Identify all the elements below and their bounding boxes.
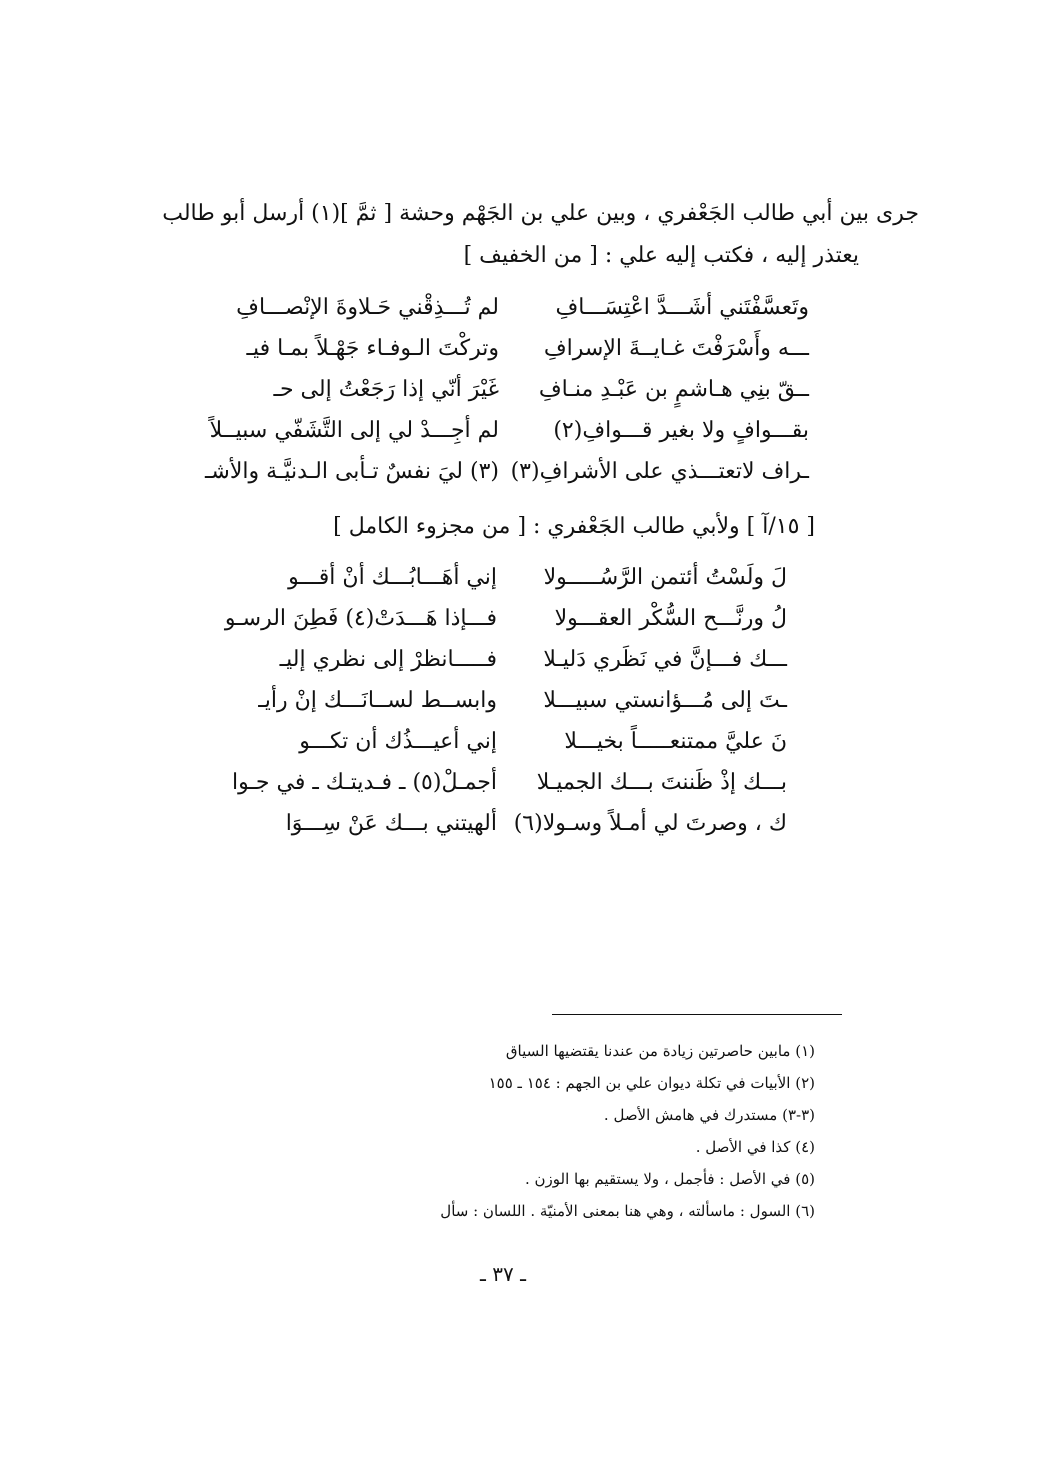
verse-4-second-hemistich: بقـــوافٍ ولا بغير قـــوافِ(٢) [553,418,809,443]
footnote-6: (٦) السول : ماسألته ، وهي هنا بمعنى الأمنيّة . اللسان : سأل [440,1202,815,1220]
intro-line-2: يعتذر إليه ، فكتب إليه علي : [ من الخفيف ] [463,243,859,268]
verse-2-first-hemistich: فـــإذا هَـــدَتْ(٤) فَطِنَ الرسـو [224,606,497,631]
verse-3-second-hemistich: ـــك فـــإنَّ في نَظَري دَليـلا [543,647,787,672]
verse-2-second-hemistich: ـــه وأَسْرَفْتَ غـايــةَ الإسرافِ [543,336,809,361]
verse-4-second-hemistich: ـتَ إلى مُـــؤانستي سبيـــلا [543,688,787,713]
verse-1-first-hemistich: لم تُـــذِقْني حَـلاوةَ الإنْصـــافِ [236,295,499,320]
verse-2-second-hemistich: لُ ورنَّـــح السُّكْر العقـــولا [554,606,787,631]
verse-4-first-hemistich: لم أجِـــدْ لي إلى التَّشَفّي سبيــلاً [209,418,499,443]
verse-7-second-hemistich: ك ، وصرتَ لي أمـلاً وسـولا(٦) [513,811,787,836]
verse-1-second-hemistich: وتَعسَّفْتَني أشَـــدَّ اعْتِسَـــافِ [555,295,809,320]
footnote-2: (٢) الأبيات في تكلة ديوان علي بن الجهم : ١٥٤ ـ ١٥٥ [488,1074,815,1092]
verse-1-second-hemistich: لَ ولَسْتُ أئتمن الرَّسُـــــولا [543,565,787,590]
verse-5-first-hemistich: (٣) ليَ نفسٌ تـأبى الـدنيَّـة والأشـ [204,459,499,484]
verse-5-second-hemistich: نَ عليَّ ممتنعـــــاً بخيـــلا [564,729,787,754]
verse-4-first-hemistich: وابســط لســانَـــك إنْ رأيـ [258,688,497,713]
page-number: ـ ٣٧ ـ [480,1262,526,1286]
footnote-separator [552,1014,842,1015]
footnote-1: (١) مابين حاصرتين زيادة من عندنا يقتضيها السياق [505,1042,815,1060]
verse-6-second-hemistich: بـــك إذْ ظَننتَ بـــك الجميـلا [536,770,787,795]
intro-line-1: جرى بين أبي طالب الجَعْفري ، وبين علي بن الجَهْم وحشة [ ثمَّ ](١) أرسل أبو طالب [162,201,919,226]
footnote-3: (٣-٣) مستدرك في هامش الأصل . [603,1106,815,1124]
section-heading: [ ١٥/آ ] ولأبي طالب الجَعْفري : [ من مجزوء الكامل ] [333,514,815,539]
footnote-4: (٤) كذا في الأصل . [695,1138,815,1156]
verse-3-second-hemistich: ــقّ بنِي هـاشمٍ بن عَبْـدِ منـافِ [538,377,809,402]
verse-6-first-hemistich: أجمـلْ(٥) ـ فـديتـك ـ في جـوا [231,770,497,795]
verse-3-first-hemistich: غَيْرَ أنّي إذا رَجَعْتُ إلى حـ [273,377,499,402]
verse-5-second-hemistich: ـراف لاتعتـــذي على الأشرافِ(٣) [510,459,809,484]
verse-3-first-hemistich: فـــــانظرْ إلى نظري إليـ [279,647,497,672]
verse-5-first-hemistich: إني أعيـــذُك أن تكـــو [299,729,497,754]
verse-7-first-hemistich: ألهيتني بـــك عَنْ سِـــوَا [285,811,497,836]
verse-1-first-hemistich: إني أهَـــابُـــك أنْ أقـــو [288,565,497,590]
verse-2-first-hemistich: وتركْتَ الـوفـاء جَهْـلاً بمـا فيـ [246,336,499,361]
footnote-5: (٥) في الأصل : فأجمل ، ولا يستقيم بها الوزن . [524,1170,815,1188]
